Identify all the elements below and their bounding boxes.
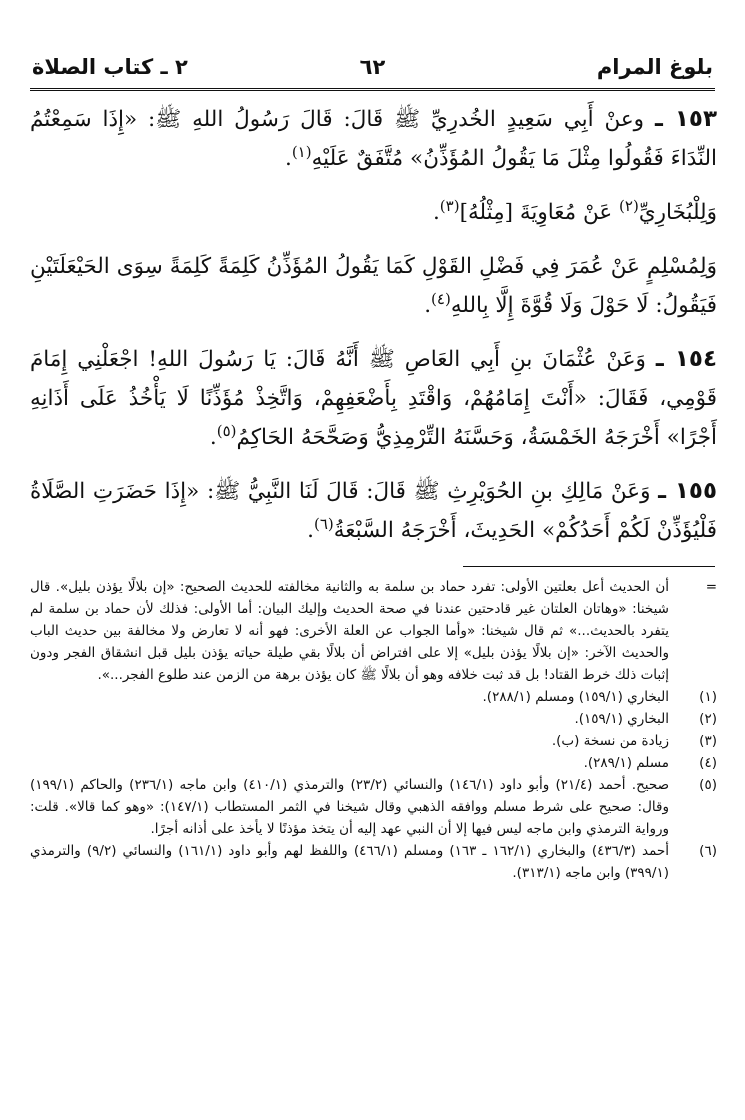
footnote-mark: (٤) <box>699 755 717 771</box>
footnote-mark: = <box>705 579 717 595</box>
footnote-ref: (٤) <box>431 289 451 308</box>
footnote-text: البخاري (١٥٩/١). <box>574 711 669 727</box>
page-header <box>30 55 715 91</box>
footnote-continuation <box>30 576 717 686</box>
footnotes <box>30 576 717 884</box>
footnote-ref: (٢) <box>619 196 639 215</box>
book-title: بلوغ المرام <box>596 55 713 79</box>
footnote-mark: (٢) <box>699 711 717 727</box>
footnote-6 <box>30 840 717 884</box>
hadith-154 <box>30 340 717 457</box>
footnote-text: صحيح. أحمد (٢١/٤) وأبو داود (١٤٦/١) والنسائي (٢٣/٢) والترمذي (٤١٠/١) وابن ماجه (٢٣٦/١) والحاكم (١٩٩/١) وقال: صحيح على شرط مسلم ووافقه الذهبي وقال شيخنا في الثمر المستطاب (١٤٧/١): «وهو كما قالا». قلت: ورواية الترمذي وابن ماجه ليس فيها إلا أن النبي عهد إليه أن يتخذ مؤذنًا لا يأخذ على أذانه أجرًا. <box>30 777 670 837</box>
footnote-text: أن الحديث أعل بعلتين الأولى: تفرد حماد بن سلمة به والثانية مخالفته للحديث الصحيح: «إن بلالًا يؤذن بليل». قال شيخنا: «وهاتان العلتان غير قادحتين عندنا في صحة الحديث وإليك البيان: أما الأولى: فذلك لأن حماد بن سلمة لم يتفرد بالحديث...» ثم قال شيخنا: «وأما الجواب عن العلة الأخرى: فهو أنه لا تعارض ولا مخالفة بين حديث الباب والحديث الآخر: «إن بلالًا يؤذن بليل» إلا على افتراض أن بلالًا بقي طيلة حياته يؤذن بليل قبل انشقاق الفجر ودون إثبات ذلك خرط القتاد! بل قد ثبت خلافه وهو أن بلالًا ﷺ كان يؤذن برهة من الزمن عند طلوع الفجر...». <box>30 579 669 683</box>
hadith-end: . <box>284 146 292 171</box>
footnote-1 <box>30 686 717 708</box>
hadith-153 <box>30 100 717 178</box>
footnote-mark: (٥) <box>699 777 717 793</box>
footnote-text: البخاري (١٥٩/١) ومسلم (٢٨٨/١). <box>482 689 669 705</box>
hadith-text: وعنْ أَبِي سَعِيدٍ الخُدرِيِّ ﷺ قَالَ: قَالَ رَسُولُ اللهِ ﷺ: «إِذَا سَمِعْتُمُ النِّدَاءَ فَقُولُوا مِثْلَ مَا يَقُولُ المُؤَذِّنُ» مُتَّفَقٌ عَلَيْهِ <box>30 107 717 171</box>
muslim-narration <box>30 247 717 325</box>
hadith-text: وَعَنْ عُثْمَانَ بنِ أَبِي العَاصِ ﷺ أَنَّهُ قَالَ: يَا رَسُولَ اللهِ! اجْعَلْنِي إِمَامَ قَوْمِي، فَقَالَ: «أَنْتَ إِمَامُهُمْ، وَاقْتَدِ بِأَضْعَفِهِمْ، وَاتَّخِذْ مُؤَذِّنًا لَا يَأْخُذُ عَلَى أَذَانِهِ أَجْرًا» أَخْرَجَهُ الخَمْسَةُ، وَحَسَّنَهُ التِّرْمِذِيُّ وَصَحَّحَهُ الحَاكِمُ <box>30 347 717 450</box>
footnote-ref: (٦) <box>313 514 334 533</box>
header-rule <box>30 88 715 91</box>
footnote-mark: (١) <box>699 689 717 705</box>
narration-text: عَنْ مُعَاوِيَةَ [مِثْلُهُ] <box>459 200 613 225</box>
footnote-ref: (٥) <box>216 421 237 440</box>
narration-end: . <box>424 293 432 318</box>
hadith-155 <box>30 472 717 550</box>
narration-end: . <box>432 200 440 225</box>
footnote-mark: (٦) <box>699 843 717 859</box>
main-text <box>30 100 717 565</box>
hadith-number: ١٥٤ ـ <box>655 346 718 372</box>
hadith-end: . <box>307 518 314 543</box>
hadith-text: وَعَنْ مَالِكِ بنِ الحُوَيْرِثِ ﷺ قَالَ: قَالَ لَنَا النَّبِيُّ ﷺ: «إِذَا حَضَرَتِ الصَّلَاةُ فَلْيُؤَذِّنْ لَكُمْ أَحَدُكُمْ» الحَدِيثَ، أَخْرَجَهُ السَّبْعَةُ <box>30 479 717 543</box>
footnote-separator <box>463 566 715 567</box>
footnote-ref: (٣) <box>439 196 460 215</box>
footnote-2 <box>30 708 717 730</box>
narration-text: وَلِلْبُخَارِيِّ <box>638 200 717 225</box>
footnote-4 <box>30 752 717 774</box>
footnote-ref: (١) <box>291 142 312 161</box>
footnote-mark: (٣) <box>699 733 717 749</box>
footnote-text: أحمد (٤٣٦/٣) والبخاري (١٦٢/١ ـ ١٦٣) ومسلم (٤٦٦/١) واللفظ لهم وأبو داود (١٦١/١) والنسائي (٩/٢) والترمذي (٣٩٩/١) وابن ماجه (٣١٣/١). <box>30 843 669 881</box>
bukhari-narration <box>30 193 717 232</box>
footnote-text: زيادة من نسخة (ب). <box>551 733 669 749</box>
footnote-5 <box>30 774 717 840</box>
narration-text: وَلِمُسْلِمٍ عَنْ عُمَرَ فِي فَضْلِ القَوْلِ كَمَا يَقُولُ المُؤَذِّنُ كَلِمَةً كَلِمَةً سِوَى الحَيْعَلَتَيْنِ فَيَقُولُ: لَا حَوْلَ وَلَا قُوَّةَ إِلَّا بِاللهِ <box>30 254 717 318</box>
page-number: ٦٢ <box>359 55 386 79</box>
footnote-3 <box>30 730 717 752</box>
footnote-text: مسلم (٢٨٩/١). <box>583 755 669 771</box>
hadith-number: ١٥٣ ـ <box>654 106 718 132</box>
hadith-number: ١٥٥ ـ <box>658 478 717 504</box>
hadith-end: . <box>209 425 217 450</box>
chapter-title: ٢ ـ كتاب الصلاة <box>32 55 188 79</box>
